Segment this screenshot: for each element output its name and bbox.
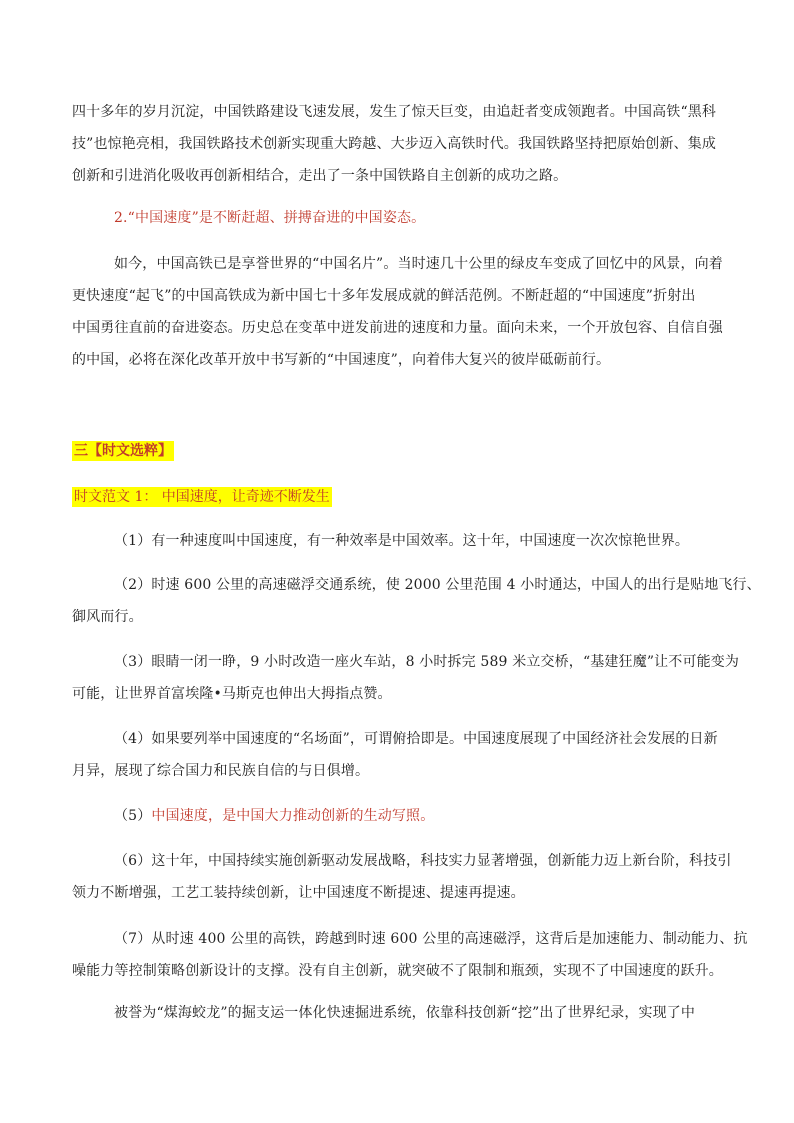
section-3-heading	[72, 440, 728, 461]
item-7	[72, 923, 748, 987]
text-line: 可能，让世界首富埃隆•马斯克也伸出大拇指点赞。	[72, 686, 392, 702]
intro-paragraph	[72, 96, 728, 192]
text-line: 更快速度“起飞”的中国高铁成为新中国七十多年发展成就的鲜活范例。不断赶超的“中国速度”折射出	[72, 288, 696, 304]
paragraph-now	[72, 248, 728, 376]
item-number: （5）	[114, 808, 152, 824]
item-4	[72, 723, 728, 787]
text-line	[72, 800, 728, 832]
text-line: （3）眼睛一闭一睁，9 小时改造一座火车站，8 小时拆完 589 米立交桥，“基建狂魔”让不可能变为	[114, 654, 740, 670]
text-line: 如今，中国高铁已是享誉世界的“中国名片”。当时速几十公里的绿皮车变成了回忆中的风景，向着	[114, 256, 723, 272]
text-line: 四十多年的岁月沉淀，中国铁路建设飞速发展，发生了惊天巨变，由追赶者变成领跑者。中国高铁“黑科	[72, 104, 717, 120]
text-line: 御风而行。	[72, 609, 143, 625]
text-line: 中国勇往直前的奋进姿态。历史总在变革中迸发前进的速度和力量。面向未来，一个开放包容、自信自强	[72, 320, 723, 336]
text-line: （4）如果要列举中国速度的“名场面”，可谓俯拾即是。中国速度展现了中国经济社会发展的日新	[114, 731, 718, 747]
text-line: （2）时速 600 公里的高速磁浮交通系统，使 2000 公里范围 4 小时通达，中国人的出行是贴地飞行、	[114, 577, 761, 593]
item-5	[72, 800, 728, 832]
text-line: 的中国，必将在深化改革开放中书写新的“中国速度”，向着伟大复兴的彼岸砥砺前行。	[72, 352, 611, 368]
item-2	[72, 569, 761, 633]
item-3	[72, 646, 740, 710]
text-line: 噪能力等控制策略创新设计的支撑。没有自主创新，就突破不了限制和瓶颈，实现不了中国速度的跃升。	[72, 963, 723, 979]
section-3-subtitle	[72, 486, 728, 507]
text-line: （7）从时速 400 公里的高铁，跨越到时速 600 公里的高速磁浮，这背后是加速能力、制动能力、抗	[114, 931, 748, 947]
point-2-heading	[72, 202, 728, 234]
text-line: 领力不断增强，工艺工装持续创新，让中国速度不断提速、提速再提速。	[72, 885, 525, 901]
section-heading-text: 三【时文选粹】	[74, 443, 172, 459]
text-line: （6）这十年，中国持续实施创新驱动发展战略，科技实力显著增强，创新能力迈上新台阶，科技引	[114, 853, 732, 869]
item-6	[72, 845, 732, 909]
emphasis-text: 中国速度，是中国大力推动创新的生动写照。	[151, 808, 435, 824]
item-1	[72, 525, 728, 557]
item-8	[72, 997, 728, 1029]
point-heading-text: 2.“中国速度”是不断赶超、拼搏奋进的中国姿态。	[114, 210, 426, 226]
text-line: 创新和引进消化吸收再创新相结合，走出了一条中国铁路自主创新的成功之路。	[72, 168, 568, 184]
text-line: （1）有一种速度叫中国速度，有一种效率是中国效率。这十年，中国速度一次次惊艳世界。	[114, 533, 690, 549]
text-line: 被誉为“煤海蛟龙”的掘支运一体化快速掘进系统，依靠科技创新“挖”出了世界纪录，实现了中	[114, 1005, 696, 1021]
text-line: 技”也惊艳亮相，我国铁路技术创新实现重大跨越、大步迈入高铁时代。我国铁路坚持把原始创新、集成	[72, 136, 717, 152]
text-line: 月异，展现了综合国力和民族自信的与日俱增。	[72, 763, 370, 779]
subtitle-text: 时文范文 1： 中国速度，让奇迹不断发生	[74, 489, 330, 505]
